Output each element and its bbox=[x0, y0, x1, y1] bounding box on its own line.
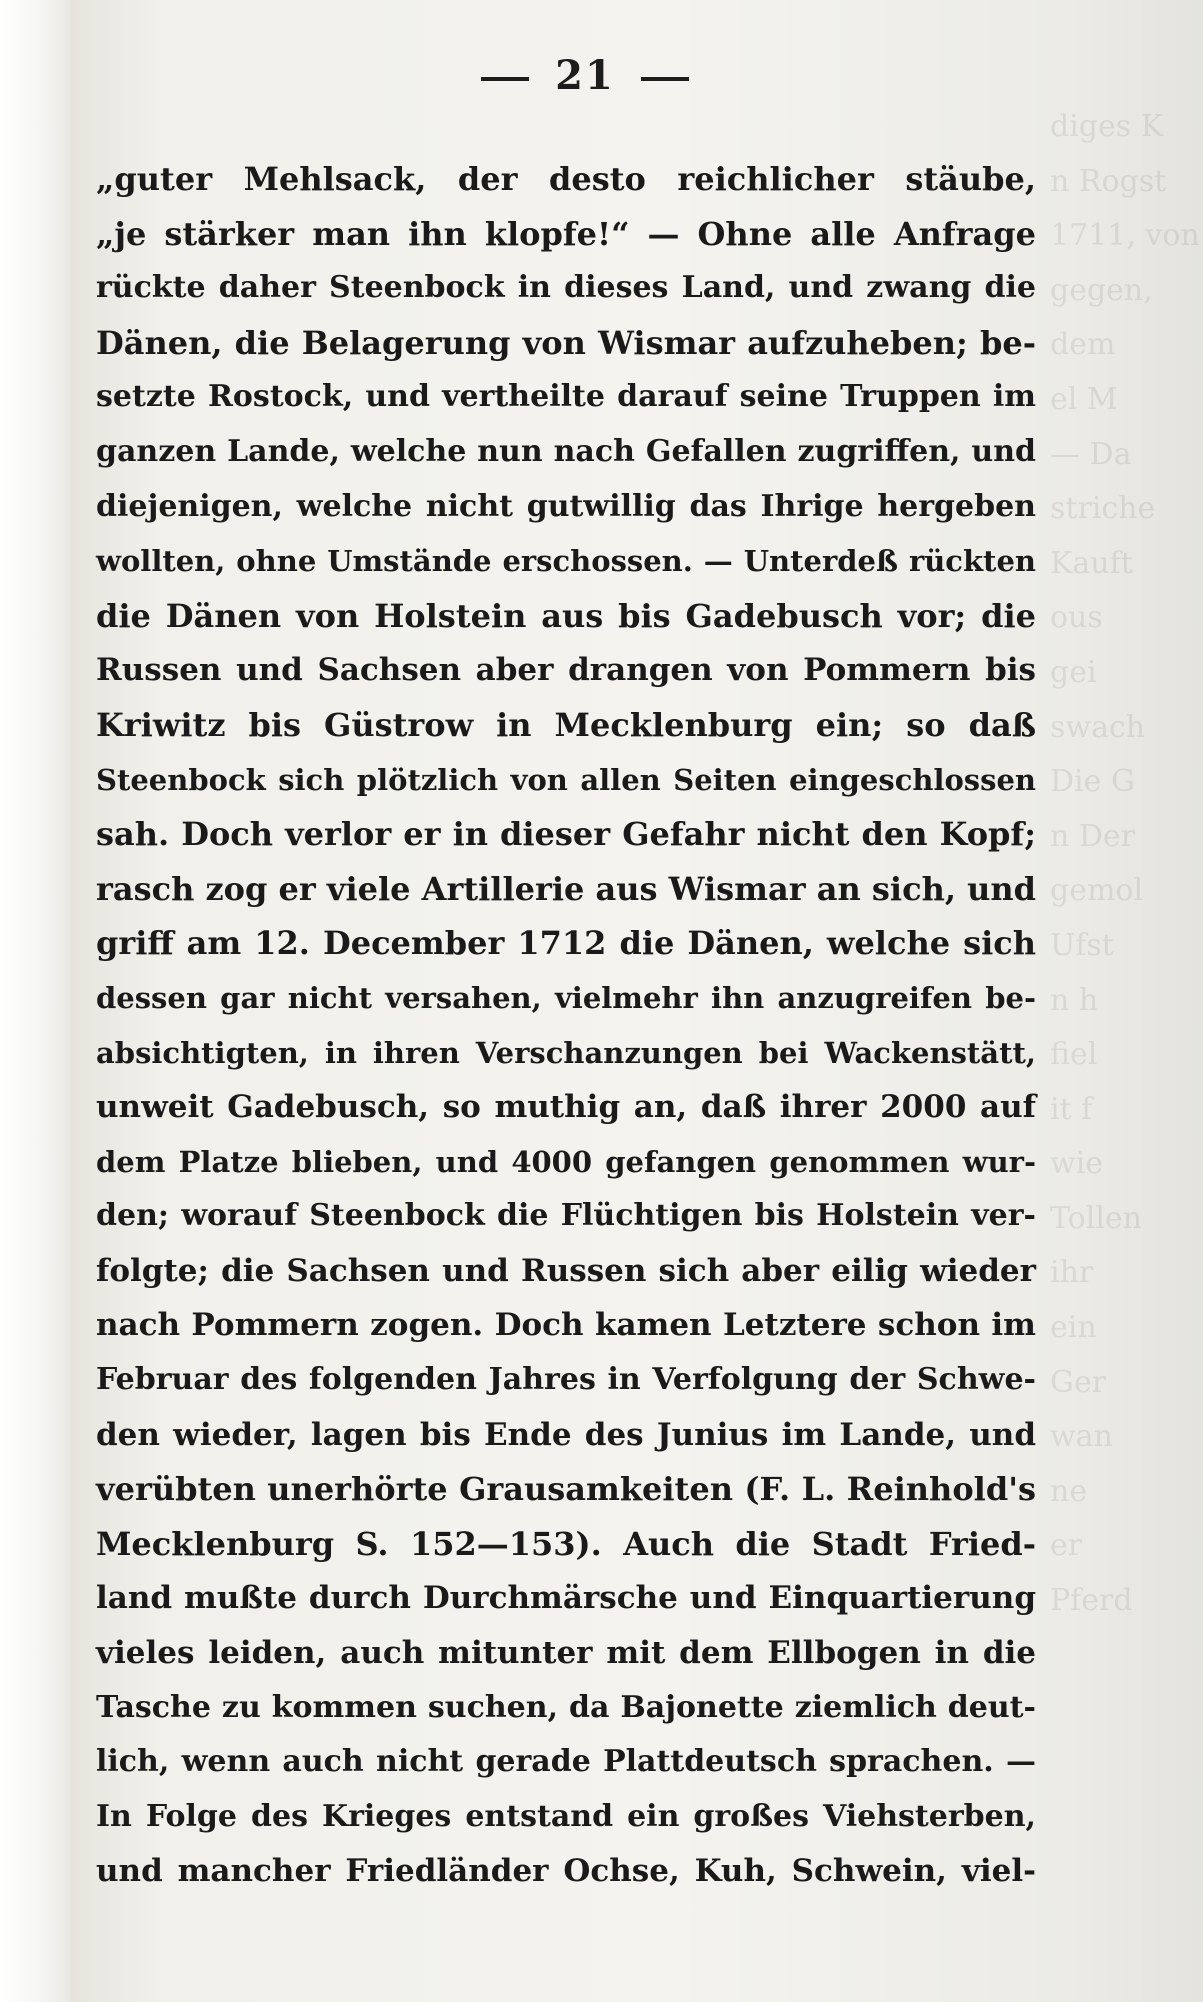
text-line: den wieder, lagen bis Ende des Junius im Lande, und bbox=[96, 1416, 1036, 1453]
text-line: In Folge des Krieges entstand ein großes Viehsterben, bbox=[96, 1798, 1036, 1834]
text-line: sah. Doch verlor er in dieser Gefahr nicht den Kopf; bbox=[96, 815, 1036, 854]
text-line: Tasche zu kommen suchen, da Bajonette ziemlich deut- bbox=[96, 1689, 1036, 1725]
header-left-dash bbox=[481, 77, 529, 81]
text-line: Kriwitz bis Güstrow in Mecklenburg ein; so daß bbox=[96, 705, 1036, 744]
text-line: lich, wenn auch nicht gerade Plattdeutsch sprachen. — bbox=[96, 1744, 1036, 1780]
body-text bbox=[96, 152, 1036, 1899]
text-line: setzte Rostock, und vertheilte darauf seine Truppen im bbox=[96, 379, 1036, 415]
header-right-dash bbox=[641, 77, 689, 81]
text-line: folgte; die Sachsen und Russen sich aber eilig wieder bbox=[96, 1252, 1036, 1289]
facing-page-bleed-through: diges K n Rogst 1711, von gegen, dem el M — Da striche Kauft ous gei swach Die G n Der gemol Ufst n h fiel it f wie Tollen ihr ein Ger wan ne er Pferd bbox=[1050, 109, 1200, 1619]
text-line: nach Pommern zogen. Doch kamen Letztere schon im bbox=[96, 1307, 1036, 1344]
text-line: land mußte durch Durchmärsche und Einquartierung bbox=[96, 1580, 1036, 1617]
text-line: und mancher Friedländer Ochse, Kuh, Schwein, viel- bbox=[96, 1853, 1036, 1890]
text-line: dem Platze blieben, und 4000 gefangen genommen wur- bbox=[96, 1144, 1036, 1179]
scan-margin bbox=[0, 0, 70, 2002]
text-line: den; worauf Steenbock die Flüchtigen bis Holstein ver- bbox=[96, 1198, 1036, 1234]
text-line: ganzen Lande, welche nun nach Gefallen zugriffen, und bbox=[96, 433, 1036, 469]
text-line: vieles leiden, auch mitunter mit dem Ellbogen in die bbox=[96, 1635, 1036, 1672]
text-line: Dänen, die Belagerung von Wismar aufzuheben; be- bbox=[96, 323, 1036, 362]
text-line: Februar des folgenden Jahres in Verfolgung der Schwe- bbox=[96, 1362, 1036, 1398]
text-line: dessen gar nicht versahen, vielmehr ihn anzugreifen be- bbox=[96, 980, 1036, 1015]
text-line: Russen und Sachsen aber drangen von Pommern bis bbox=[96, 652, 1036, 689]
text-line: „guter Mehlsack, der desto reichlicher stäube, bbox=[96, 160, 1036, 198]
page-header bbox=[70, 52, 1100, 99]
text-line: verübten unerhörte Grausamkeiten (F. L. Reinhold's bbox=[96, 1470, 1036, 1509]
page-number: 21 bbox=[555, 52, 615, 99]
text-line: die Dänen von Holstein aus bis Gadebusch vor; die bbox=[96, 596, 1036, 635]
text-line: griff am 12. December 1712 die Dänen, welche sich bbox=[96, 924, 1036, 963]
text-line: rasch zog er viele Artillerie aus Wismar an sich, und bbox=[96, 869, 1037, 908]
text-line: absichtigten, in ihren Verschanzungen bei Wackenstätt, bbox=[96, 1035, 1036, 1070]
text-line: „je stärker man ihn klopfe!“ — Ohne alle Anfrage bbox=[96, 214, 1036, 253]
text-line: Steenbock sich plötzlich von allen Seiten eingeschlossen bbox=[96, 762, 1036, 797]
text-line: wollten, ohne Umstände erschossen. — Unterdeß rückten bbox=[96, 544, 1036, 579]
text-line: diejenigen, welche nicht gutwillig das Ihrige hergeben bbox=[96, 488, 1036, 524]
text-line: rückte daher Steenbock in dieses Land, und zwang die bbox=[96, 270, 1036, 306]
text-line: unweit Gadebusch, so muthig an, daß ihrer 2000 auf bbox=[96, 1089, 1036, 1126]
text-line: Mecklenburg S. 152—153). Auch die Stadt Fried- bbox=[96, 1524, 1036, 1563]
